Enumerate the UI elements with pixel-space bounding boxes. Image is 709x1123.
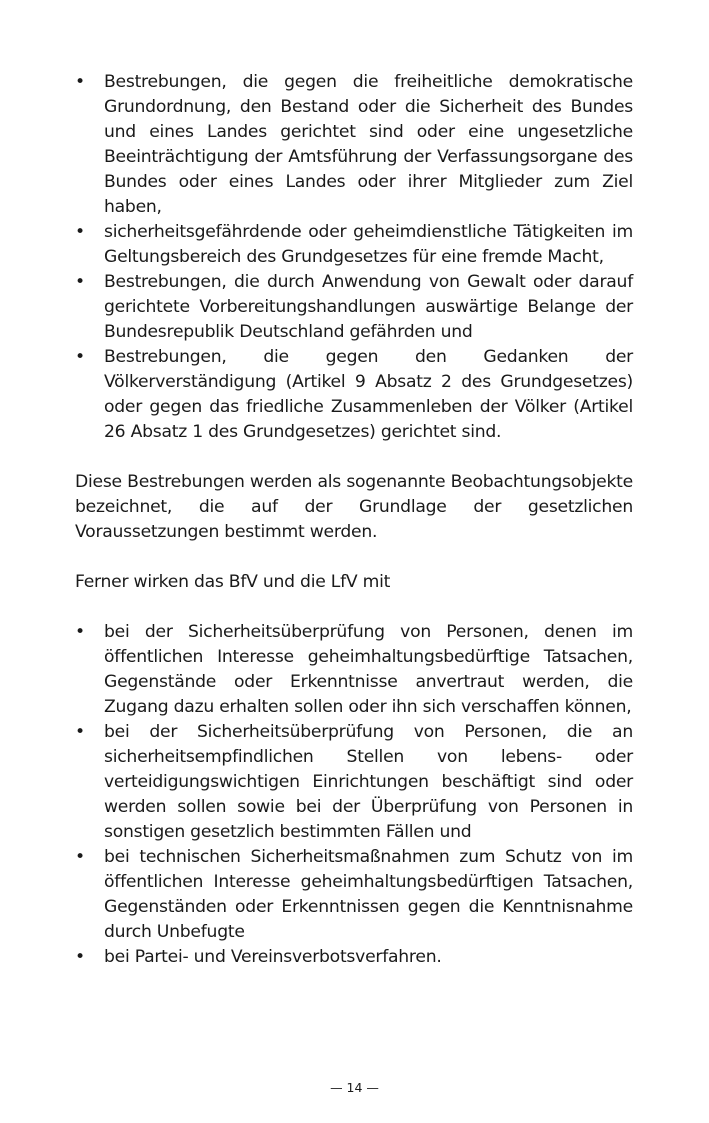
list-item-text: Bestrebungen, die gegen den Gedanken der Völkerverständigung (Artikel 9 Absatz 2 des Grundgesetzes) oder gegen das friedliche Zusammenleben der Völker (Artikel 26 Absatz 1 des Grundgesetzes) gerichtet sind. <box>104 347 633 442</box>
list-item-text: bei Partei- und Vereinsverbotsverfahren. <box>104 947 442 967</box>
list-item <box>75 945 633 970</box>
list-item <box>75 720 633 845</box>
spacer <box>75 545 633 570</box>
bullet-icon: • <box>75 722 85 742</box>
bullet-icon: • <box>75 347 85 367</box>
bullet-icon: • <box>75 847 85 867</box>
list-item-text: sicherheitsgefährdende oder geheimdienstliche Tätigkeiten im Geltungsbereich des Grundgesetzes für eine fremde Macht, <box>104 222 633 267</box>
page-body <box>75 70 633 970</box>
observation-objects-list <box>75 70 633 445</box>
paragraph-cooperation-intro: Ferner wirken das BfV und die LfV mit <box>75 572 391 592</box>
list-item-text: bei technischen Sicherheitsmaßnahmen zum Schutz von im öffentlichen Interesse geheimhaltungsbedürftigen Tatsachen, Gegenständen oder Erkenntnissen gegen die Kenntnisnahme durch Unbefugte <box>104 847 633 942</box>
list-item-text: Bestrebungen, die durch Anwendung von Gewalt oder darauf gerichtete Vorbereitungshandlungen auswärtige Belange der Bundesrepublik Deutschland gefährden und <box>104 272 633 342</box>
list-item-text: bei der Sicherheitsüberprüfung von Personen, die an sicherheitsempfindlichen Stellen von lebens- oder verteidigungswichtigen Einrichtungen beschäftigt sind oder werden sollen sowie bei der Überprüfung von Personen in sonstigen gesetzlich bestimmten Fällen und <box>104 722 633 842</box>
list-item-text: Bestrebungen, die gegen die freiheitliche demokratische Grundordnung, den Bestand oder die Sicherheit des Bundes und eines Landes gerichtet sind oder eine ungesetzliche Beeinträchtigung der Amtsführung der Verfassungsorgane des Bundes oder eines Landes oder ihrer Mitglieder zum Ziel haben, <box>104 72 633 217</box>
spacer <box>75 445 633 470</box>
list-item <box>75 620 633 720</box>
list-item <box>75 345 633 445</box>
bullet-icon: • <box>75 272 85 292</box>
list-item-text: bei der Sicherheitsüberprüfung von Personen, denen im öffentlichen Interesse geheimhaltungsbedürftige Tatsachen, Gegenstände oder Erkenntnisse anvertraut werden, die Zugang dazu erhalten sollen oder ihn sich verschaffen können, <box>104 622 633 717</box>
list-item <box>75 70 633 220</box>
cooperation-list <box>75 620 633 970</box>
list-item <box>75 220 633 270</box>
bullet-icon: • <box>75 947 85 967</box>
spacer <box>75 595 633 620</box>
bullet-icon: • <box>75 222 85 242</box>
list-item <box>75 270 633 345</box>
page-number: — 14 — <box>330 1080 379 1095</box>
paragraph-observation-objects: Diese Bestrebungen werden als sogenannte Beobachtungsobjekte bezeichnet, die auf der Grundlage der gesetzlichen Voraussetzungen bestimmt werden. <box>75 472 633 542</box>
bullet-icon: • <box>75 72 85 92</box>
list-item <box>75 845 633 945</box>
bullet-icon: • <box>75 622 85 642</box>
